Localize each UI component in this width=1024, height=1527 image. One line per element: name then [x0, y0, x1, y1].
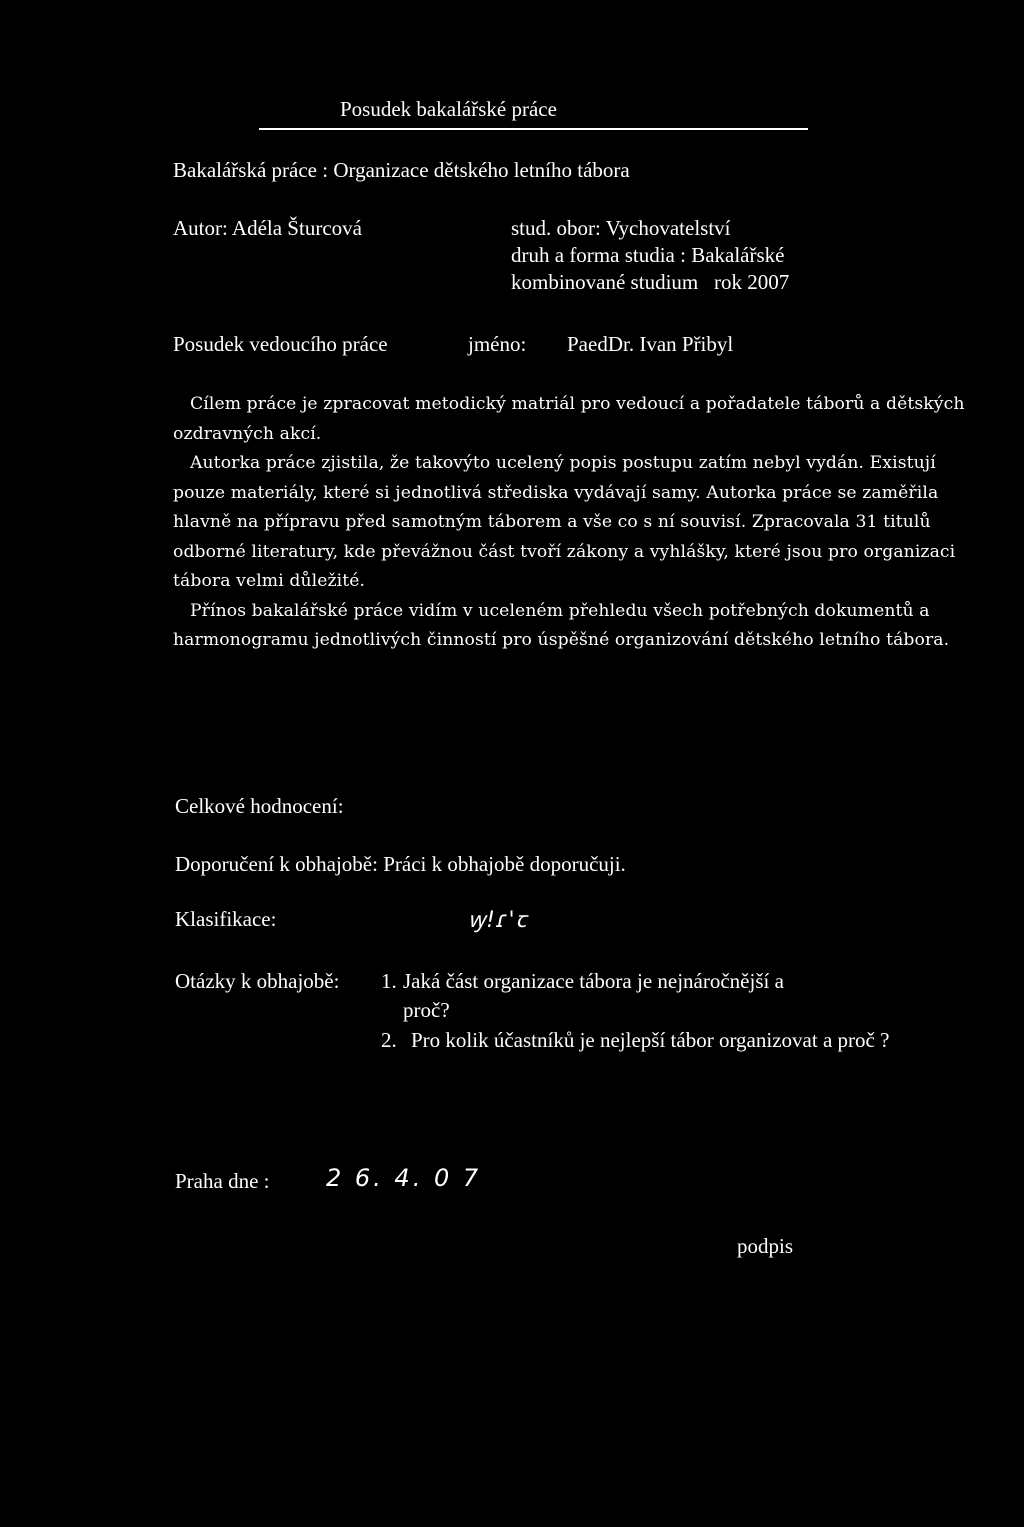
study-info [511, 215, 789, 296]
date-handwritten: 2 6. 4. 0 7 [326, 1164, 482, 1192]
study-field: stud. obor: Vychovatelství [511, 216, 731, 240]
place-date-label: Praha dne : [175, 1169, 270, 1193]
review-body [173, 390, 987, 656]
defense-questions-label: Otázky k obhajobě: [175, 969, 340, 993]
signature-label: podpis [737, 1234, 794, 1258]
question-1-line-2: proč? [403, 998, 450, 1022]
question-1-number: 1. [381, 969, 397, 993]
reviewer-name: PaedDr. Ivan Přibyl [567, 332, 734, 356]
author-name: Autor: Adéla Šturcová [173, 216, 362, 240]
question-1-line-1: Jaká část organizace tábora je nejnáročnější a [403, 969, 784, 993]
question-2-number: 2. [381, 1028, 397, 1052]
overall-evaluation-label: Celkové hodnocení: [175, 794, 344, 818]
body-paragraph-goal: Cílem práce je zpracovat metodický matriál pro vedoucí a pořadatele táborů a dětských ozdravných akcí. [173, 394, 965, 444]
body-paragraph-findings: Autorka práce zjistila, že takovýto ucelený popis postupu zatím nebyl vydán. Existují pouze materiály, které si jednotlivá střediska vydávají samy. Autorka práce se zaměřila hlavně na přípravu před samotným táborem a vše co s ní souvisí. Zpracovala 31 titulů odborné literatury, kde převážnou část tvoří zákony a vyhlášky, které jsou pro organizaci tábora velmi důležité. [173, 453, 956, 591]
reviewer-name-label: jméno: [468, 332, 527, 356]
study-year: kombinované studium rok 2007 [511, 270, 790, 294]
grade-handwritten: ꝡ!ɾ'ꞇ [468, 908, 528, 933]
document-title: Posudek bakalářské práce [340, 97, 557, 121]
title-underline [259, 128, 808, 130]
grade-label: Klasifikace: [175, 907, 277, 931]
question-2: Pro kolik účastníků je nejlepší tábor organizovat a proč ? [411, 1028, 890, 1052]
body-paragraph-contribution: Přínos bakalářské práce vidím v uceleném přehledu všech potřebných dokumentů a harmonogramu jednotlivých činností pro úspěšné organizování dětského letního tábora. [173, 600, 950, 650]
study-form: druh a forma studia : Bakalářské [511, 243, 785, 267]
thesis-title: Bakalářská práce : Organizace dětského letního tábora [173, 158, 630, 182]
review-label: Posudek vedoucího práce [173, 332, 388, 356]
defense-recommendation: Doporučení k obhajobě: Práci k obhajobě doporučuji. [175, 852, 626, 876]
